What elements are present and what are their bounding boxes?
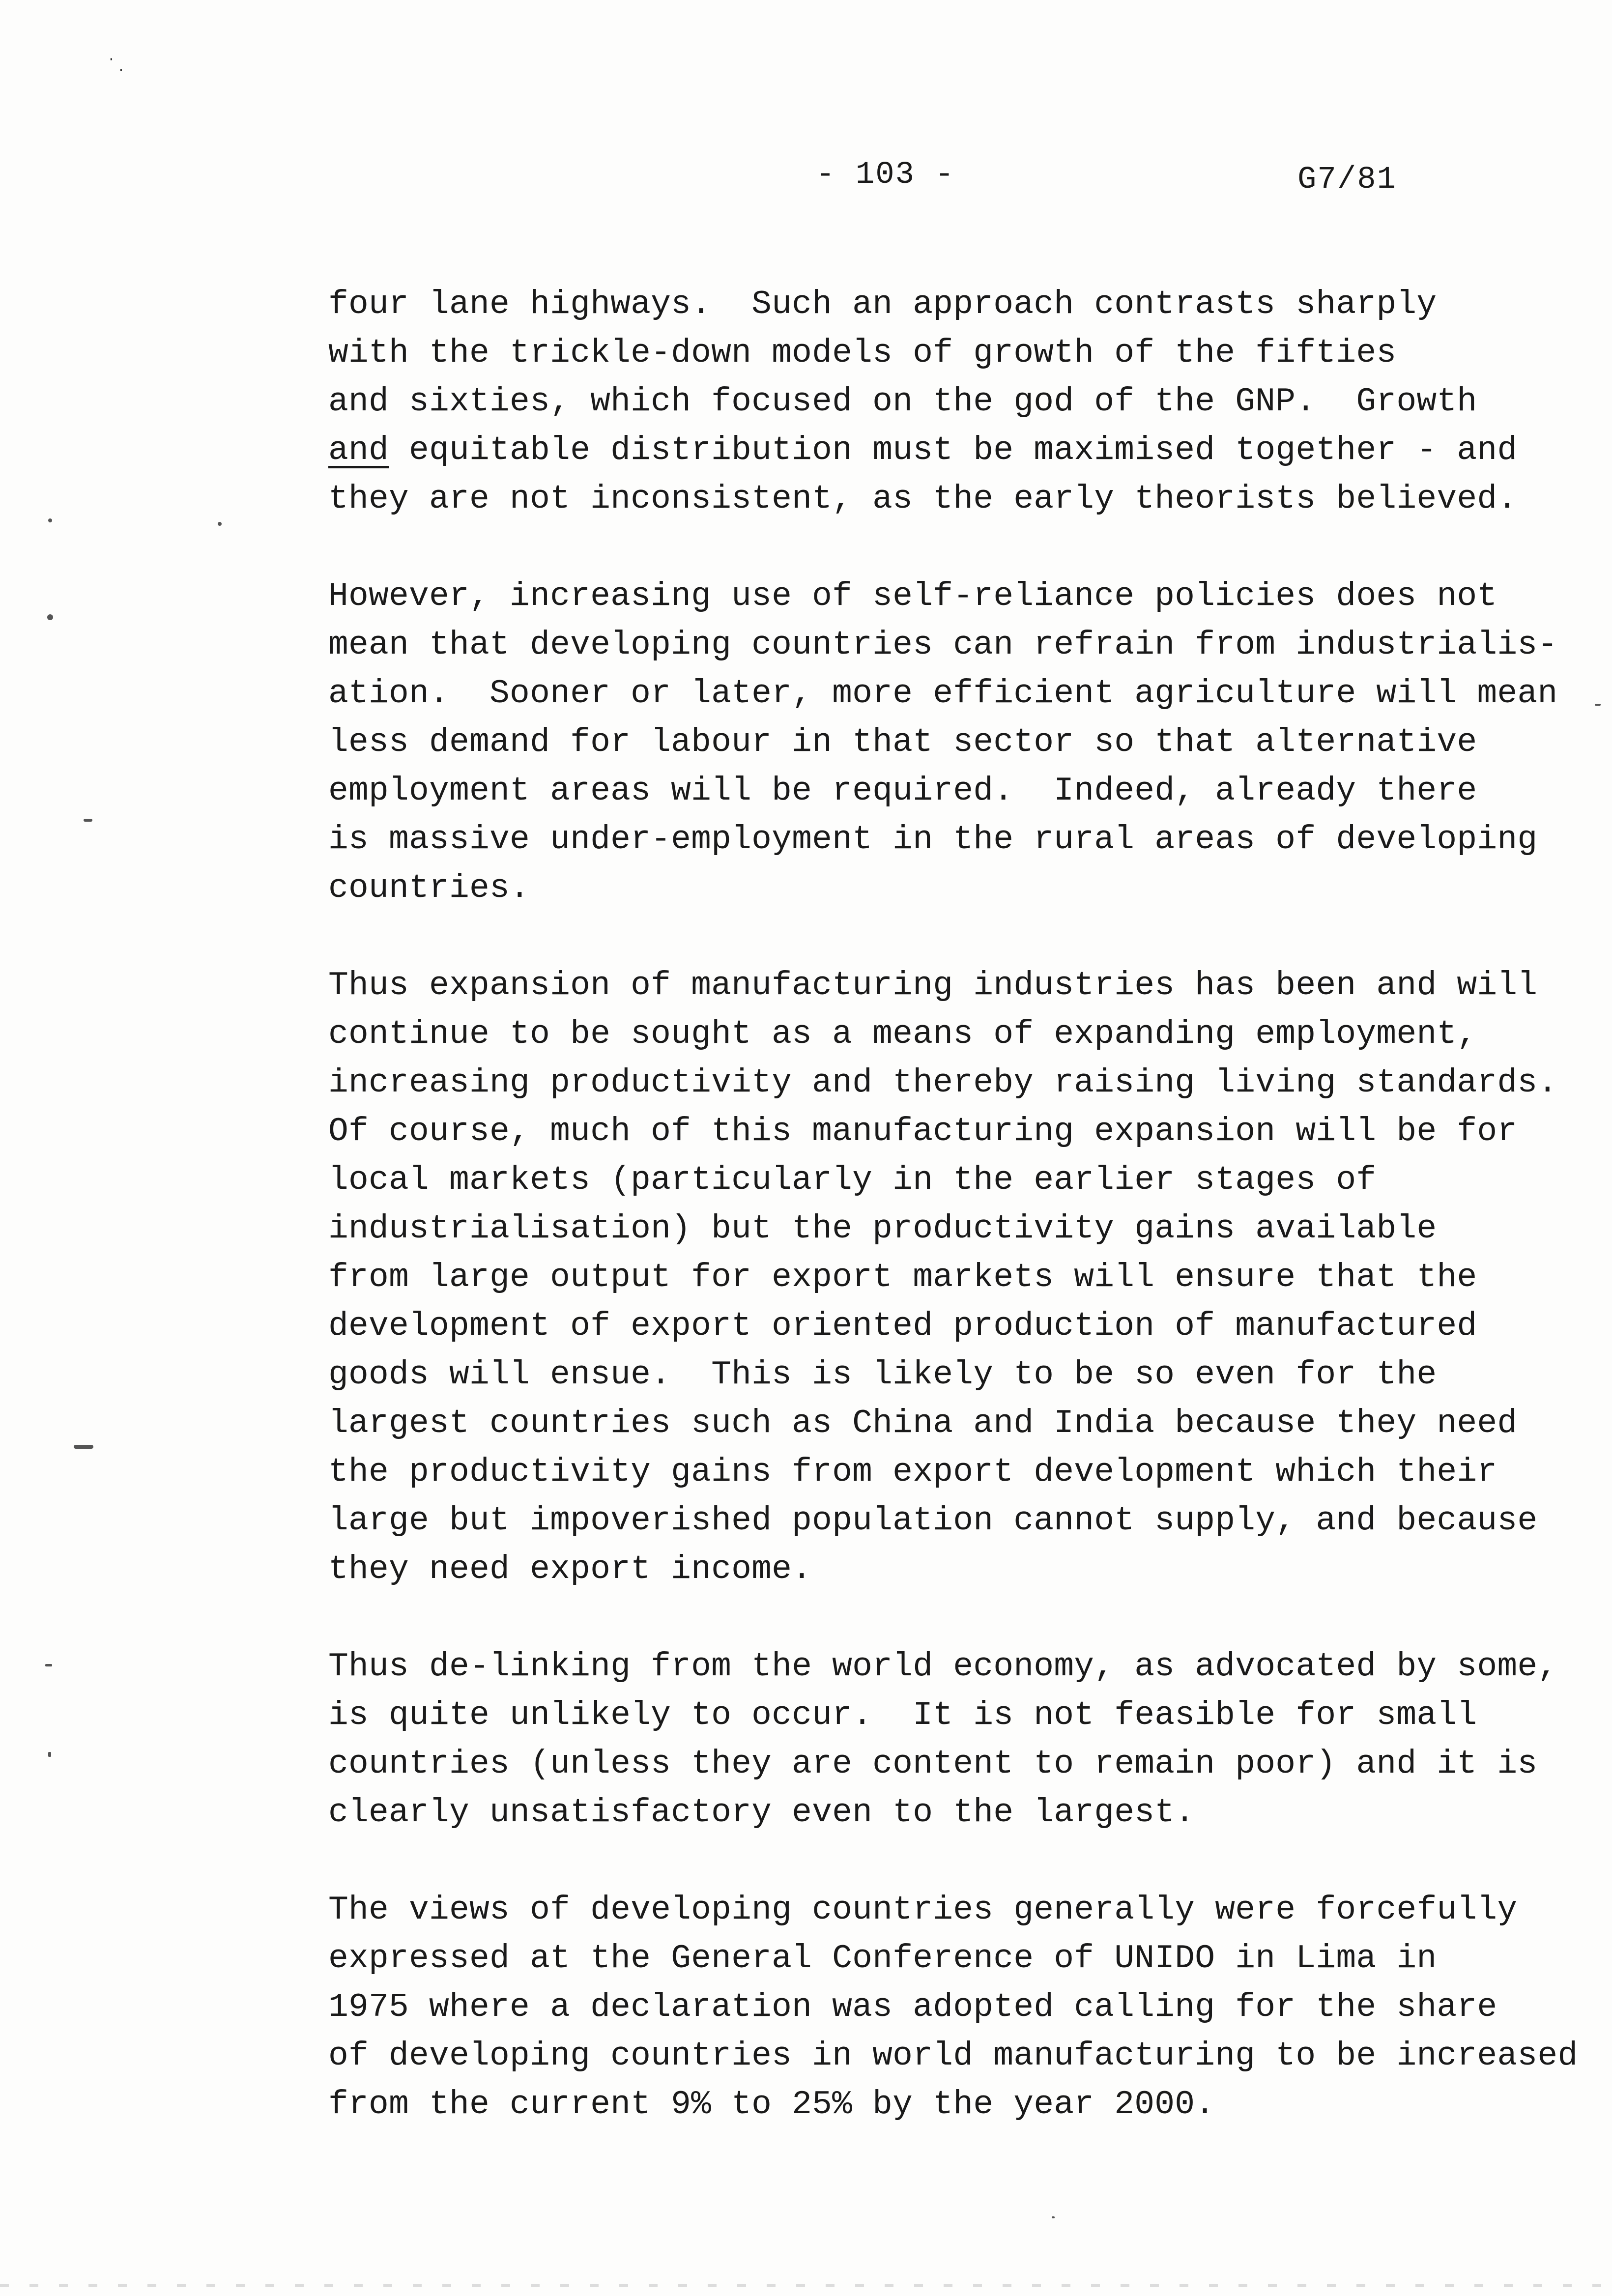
scan-mark [48, 518, 52, 522]
text-line: 1975 where a declaration was adopted calling for the share [328, 1988, 1497, 2026]
text-line: the productivity gains from export development which their [328, 1453, 1497, 1491]
scan-mark [45, 1664, 52, 1666]
text-line: countries. [328, 869, 530, 907]
paragraph [328, 1642, 1586, 1837]
text-line: with the trickle-down models of growth of the fifties [328, 334, 1397, 372]
scan-mark [1595, 704, 1601, 706]
scan-mark [84, 819, 92, 822]
text-line: industrialisation) but the productivity gains available [328, 1210, 1437, 1248]
text-line: goods will ensue. This is likely to be so even for the [328, 1356, 1437, 1394]
text-line: development of export oriented production of manufactured [328, 1307, 1477, 1345]
text-line: they are not inconsistent, as the early theorists believed. [328, 480, 1518, 518]
text-line: However, increasing use of self-reliance policies does not [328, 577, 1497, 615]
line-rest: equitable distribution must be maximised together - and [389, 431, 1518, 469]
paragraph [328, 280, 1586, 523]
text-line: Thus expansion of manufacturing industries has been and will [328, 967, 1538, 1004]
text-line: mean that developing countries can refrain from industrialis- [328, 626, 1558, 664]
text-line: and sixties, which focused on the god of the GNP. Growth [328, 383, 1477, 421]
text-line: increasing productivity and thereby raising living standards. [328, 1064, 1558, 1102]
text-line: local markets (particularly in the earlier stages of [328, 1161, 1377, 1199]
paragraph [328, 961, 1586, 1594]
text-line: is massive under-employment in the rural areas of developing [328, 821, 1538, 859]
text-line: ation. Sooner or later, more efficient agriculture will mean [328, 675, 1558, 713]
text-line: Of course, much of this manufacturing expansion will be for [328, 1113, 1518, 1150]
text-line: employment areas will be required. Indeed, already there [328, 772, 1477, 810]
text-line: from large output for export markets will ensure that the [328, 1259, 1477, 1296]
text-line [328, 426, 1586, 475]
text-line: The views of developing countries generally were forcefully [328, 1891, 1518, 1929]
paragraph [328, 572, 1586, 913]
scan-mark [1052, 2216, 1055, 2218]
body-text [328, 280, 1586, 2178]
text-line: largest countries such as China and India because they need [328, 1405, 1518, 1442]
scan-mark [74, 1445, 93, 1449]
document-reference: G7/81 [1297, 162, 1397, 198]
text-line: of developing countries in world manufacturing to be increased [328, 2037, 1578, 2075]
text-line: Thus de-linking from the world economy, as advocated by some, [328, 1648, 1558, 1686]
scan-mark [0, 2284, 1612, 2287]
scan-mark: · [117, 63, 125, 78]
text-line: countries (unless they are content to remain poor) and it is [328, 1745, 1538, 1783]
text-line: expressed at the General Conference of UNIDO in Lima in [328, 1940, 1437, 1978]
text-line: from the current 9% to 25% by the year 2000. [328, 2086, 1215, 2124]
text-line: they need export income. [328, 1550, 812, 1588]
text-line: four lane highways. Such an approach contrasts sharply [328, 286, 1437, 323]
scan-mark: · [107, 52, 115, 67]
underlined-word: and [328, 431, 389, 469]
scan-mark [47, 614, 53, 620]
scan-mark [48, 1752, 51, 1757]
scan-mark [218, 522, 222, 526]
text-line: less demand for labour in that sector so that alternative [328, 723, 1477, 761]
text-line: clearly unsatisfactory even to the largest. [328, 1794, 1195, 1832]
page-number: - 103 - [816, 157, 955, 193]
paragraph [328, 1886, 1586, 2129]
text-line: continue to be sought as a means of expanding employment, [328, 1015, 1477, 1053]
text-line: is quite unlikely to occur. It is not feasible for small [328, 1696, 1477, 1734]
text-line: large but impoverished population cannot supply, and because [328, 1502, 1538, 1540]
